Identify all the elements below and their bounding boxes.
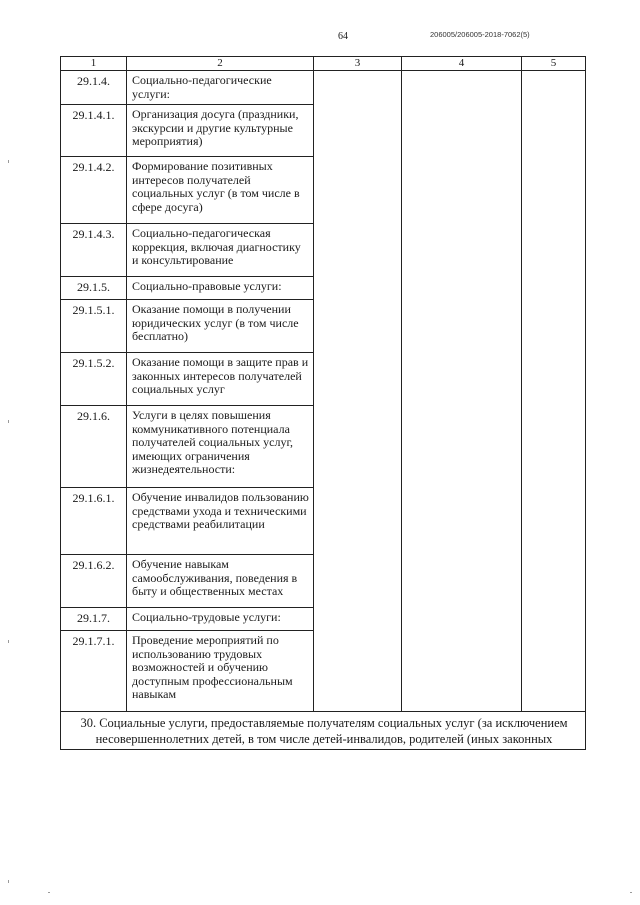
row-text: Социально-правовые услуги: xyxy=(127,277,314,300)
row-text: Социально-трудовые услуги: xyxy=(127,608,314,631)
empty-cell xyxy=(402,157,522,224)
empty-cell xyxy=(522,406,586,488)
table-header-row xyxy=(61,57,586,71)
empty-cell xyxy=(402,353,522,406)
empty-cell xyxy=(402,71,522,105)
column-header-4: 4 xyxy=(402,57,522,71)
scan-mark xyxy=(8,160,9,163)
row-number: 29.1.5. xyxy=(61,277,127,300)
column-header-1: 1 xyxy=(61,57,127,71)
table-row xyxy=(61,105,586,157)
empty-cell xyxy=(314,608,402,631)
row-text: Социально-педагогическая коррекция, включая диагностику и консультирование xyxy=(127,224,314,277)
row-number: 29.1.7. xyxy=(61,608,127,631)
table-row xyxy=(61,353,586,406)
row-number: 29.1.4. xyxy=(61,71,127,105)
empty-cell xyxy=(522,555,586,608)
empty-cell xyxy=(314,224,402,277)
table-row xyxy=(61,300,586,353)
empty-cell xyxy=(522,353,586,406)
empty-cell xyxy=(522,105,586,157)
scan-mark xyxy=(8,420,9,423)
row-number: 29.1.6.1. xyxy=(61,488,127,555)
row-number: 29.1.7.1. xyxy=(61,631,127,712)
table-row xyxy=(61,608,586,631)
scan-mark xyxy=(8,640,9,643)
section-30-heading: 30. Социальные услуги, предоставляемые получателям социальных услуг (за исключением несовершеннолетних детей, в том числе детей-инвалидов, родителей (иных законных xyxy=(61,712,586,750)
empty-cell xyxy=(402,224,522,277)
empty-cell xyxy=(314,71,402,105)
empty-cell xyxy=(314,353,402,406)
row-text: Услуги в целях повышения коммуникативного потенциала получателей социальных услуг, имеющих ограничения жизнедеятельности: xyxy=(127,406,314,488)
empty-cell xyxy=(314,406,402,488)
table-row xyxy=(61,555,586,608)
row-number: 29.1.6.2. xyxy=(61,555,127,608)
empty-cell xyxy=(522,608,586,631)
empty-cell xyxy=(314,555,402,608)
scan-mark xyxy=(48,892,50,893)
table-row xyxy=(61,224,586,277)
row-text: Проведение мероприятий по использованию трудовых возможностей и обучению доступным профессиональным навыкам xyxy=(127,631,314,712)
empty-cell xyxy=(314,631,402,712)
row-number: 29.1.5.1. xyxy=(61,300,127,353)
table-row xyxy=(61,488,586,555)
scan-mark xyxy=(630,892,632,893)
row-text: Оказание помощи в защите прав и законных интересов получателей социальных услуг xyxy=(127,353,314,406)
table-row xyxy=(61,71,586,105)
empty-cell xyxy=(522,488,586,555)
row-number: 29.1.4.3. xyxy=(61,224,127,277)
empty-cell xyxy=(314,277,402,300)
table-row xyxy=(61,157,586,224)
empty-cell xyxy=(402,608,522,631)
table-row xyxy=(61,631,586,712)
row-number: 29.1.4.1. xyxy=(61,105,127,157)
empty-cell xyxy=(522,71,586,105)
empty-cell xyxy=(314,300,402,353)
empty-cell xyxy=(402,406,522,488)
empty-cell xyxy=(402,488,522,555)
column-header-2: 2 xyxy=(127,57,314,71)
empty-cell xyxy=(402,300,522,353)
table-row xyxy=(61,277,586,300)
row-number: 29.1.4.2. xyxy=(61,157,127,224)
empty-cell xyxy=(522,300,586,353)
empty-cell xyxy=(522,157,586,224)
row-number: 29.1.6. xyxy=(61,406,127,488)
scan-mark xyxy=(8,880,9,883)
empty-cell xyxy=(522,277,586,300)
empty-cell xyxy=(522,631,586,712)
row-text: Социально-педагогические услуги: xyxy=(127,71,314,105)
document-code: 206005/206005-2018-7062(5) xyxy=(430,30,530,39)
empty-cell xyxy=(402,631,522,712)
row-text: Обучение навыкам самообслуживания, поведения в быту и общественных местах xyxy=(127,555,314,608)
services-table xyxy=(60,56,586,750)
table-row xyxy=(61,406,586,488)
row-text: Оказание помощи в получении юридических услуг (в том числе бесплатно) xyxy=(127,300,314,353)
empty-cell xyxy=(314,157,402,224)
empty-cell xyxy=(402,105,522,157)
page-number: 64 xyxy=(338,31,348,42)
row-text: Организация досуга (праздники, экскурсии и другие культурные мероприятия) xyxy=(127,105,314,157)
empty-cell xyxy=(314,488,402,555)
row-text: Формирование позитивных интересов получателей социальных услуг (в том числе в сфере досуга) xyxy=(127,157,314,224)
empty-cell xyxy=(314,105,402,157)
section-footer-row xyxy=(61,712,586,750)
column-header-3: 3 xyxy=(314,57,402,71)
empty-cell xyxy=(402,555,522,608)
column-header-5: 5 xyxy=(522,57,586,71)
row-number: 29.1.5.2. xyxy=(61,353,127,406)
empty-cell xyxy=(402,277,522,300)
empty-cell xyxy=(522,224,586,277)
row-text: Обучение инвалидов пользованию средствами ухода и техническими средствами реабилитации xyxy=(127,488,314,555)
